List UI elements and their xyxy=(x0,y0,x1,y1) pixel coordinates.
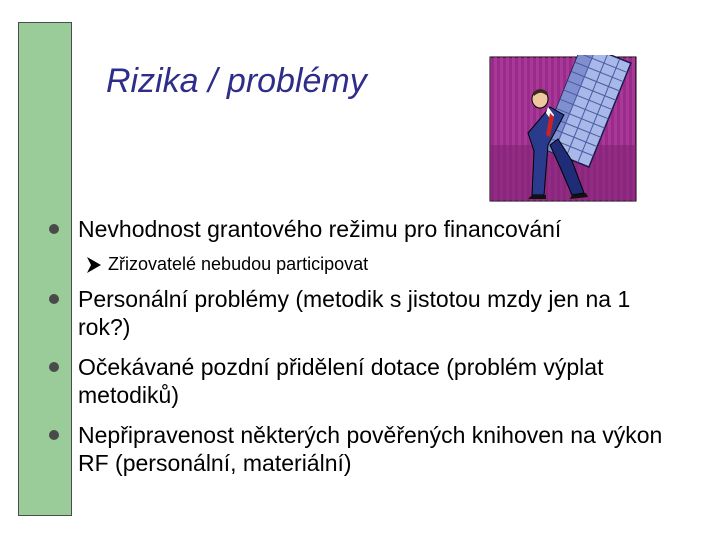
round-bullet-icon xyxy=(49,362,59,372)
bullet-text: Očekávané pozdní přidělení dotace (problém výplat metodiků) xyxy=(78,354,604,408)
slide-title: Rizika / problémy xyxy=(106,62,367,100)
bullet-text: Nepřipravenost některých pověřených knihoven na výkon RF (personální, materiální) xyxy=(78,422,663,476)
round-bullet-icon xyxy=(49,294,59,304)
bullet-text: Nevhodnost grantového režimu pro financování xyxy=(78,216,562,242)
decorative-sidebar xyxy=(18,22,72,516)
bullet-text: Personální problémy (metodik s jistotou mzdy jen na 1 rok?) xyxy=(78,286,631,340)
round-bullet-icon xyxy=(49,430,59,440)
businessman-carrying-building-clipart xyxy=(488,55,638,203)
round-bullet-icon xyxy=(49,224,59,234)
arrowhead-bullet-icon xyxy=(85,255,103,275)
sub-bullet-text: Zřizovatelé nebudou participovat xyxy=(108,254,369,274)
